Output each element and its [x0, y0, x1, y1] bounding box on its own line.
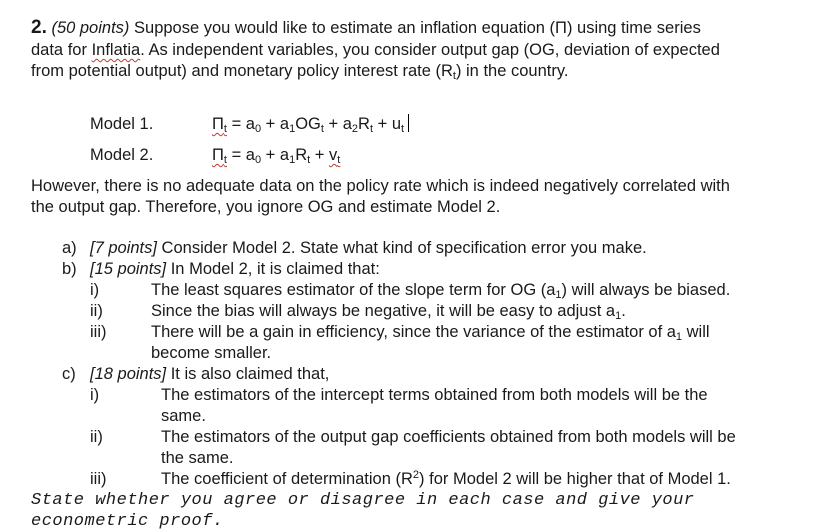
part-c-item-text: The coefficient of determination $(R^2)$ for Model 2 will be higher that of Model 1.	[161, 469, 731, 488]
part-b-text: [15 points] In Model 2, it is claimed that:	[90, 260, 380, 278]
part-b-item-num: i)	[90, 281, 100, 299]
model-1-label: Model 1.	[90, 115, 154, 133]
part-b-item-text: There will be a gain in efficiency, since the variance of the estimator of $a_1$ will	[151, 323, 710, 343]
part-b-item-num: ii)	[90, 302, 103, 320]
question-line-1	[31, 17, 701, 39]
part-a-text: [7 points] Consider Model 2. State what kind of specification error you make.	[90, 239, 647, 257]
part-b-item-text: The least squares estimator of the slope term for OG $(a_1)$ will always be biased.	[151, 281, 731, 301]
part-c-item-num: ii)	[90, 428, 103, 446]
part-c-item-text: The estimators of the output gap coefficients obtained from both models will be	[161, 428, 736, 446]
part-c-item-text-cont: the same.	[161, 449, 234, 467]
model-2-label: Model 2.	[90, 146, 154, 164]
question-intro-part1: Suppose you would like to estimate an inflation equation (Π) using time series	[134, 19, 701, 37]
question-line-2: data for Inflatia. As independent variables, you consider output gap (OG, deviation of expected	[31, 41, 720, 59]
text-cursor	[408, 114, 409, 132]
model-1-equation: $\Pi_t = a_0 + a_1OG_t + a_2R_t + u_t$	[212, 114, 409, 135]
part-b-item-num: iii)	[90, 323, 107, 341]
part-b-label: b)	[62, 260, 77, 278]
part-c-item-text: The estimators of the intercept terms obtained from both models will be the	[161, 386, 708, 404]
closing-line-2: econometric proof.	[31, 512, 224, 531]
question-line-3: from potential output) and monetary policy interest rate $(R_t)$ in the country.	[31, 62, 569, 82]
model-2-equation: $\Pi_t = a_0 + a_1R_t + v_t$	[212, 146, 341, 166]
however-line-1: However, there is no adequate data on the policy rate which is indeed negatively correlated with	[31, 177, 730, 195]
question-number: 2.	[31, 17, 47, 38]
part-c-item-num: i)	[90, 386, 100, 404]
question-points: (50 points)	[51, 19, 130, 37]
country-name: Inflatia	[91, 41, 141, 59]
part-c-item-text-cont: same.	[161, 407, 206, 425]
part-c-label: c)	[62, 365, 76, 383]
part-c-item-num: iii)	[90, 470, 107, 488]
part-a-label: a)	[62, 239, 77, 257]
part-c-text: [18 points] It is also claimed that,	[90, 365, 330, 383]
part-b-item-text: Since the bias will always be negative, it will be easy to adjust $a_1$.	[151, 302, 626, 322]
however-line-2: the output gap. Therefore, you ignore OG and estimate Model 2.	[31, 198, 501, 216]
closing-line-1: State whether you agree or disagree in each case and give your	[31, 491, 695, 510]
part-b-item-text-cont: become smaller.	[151, 344, 272, 362]
